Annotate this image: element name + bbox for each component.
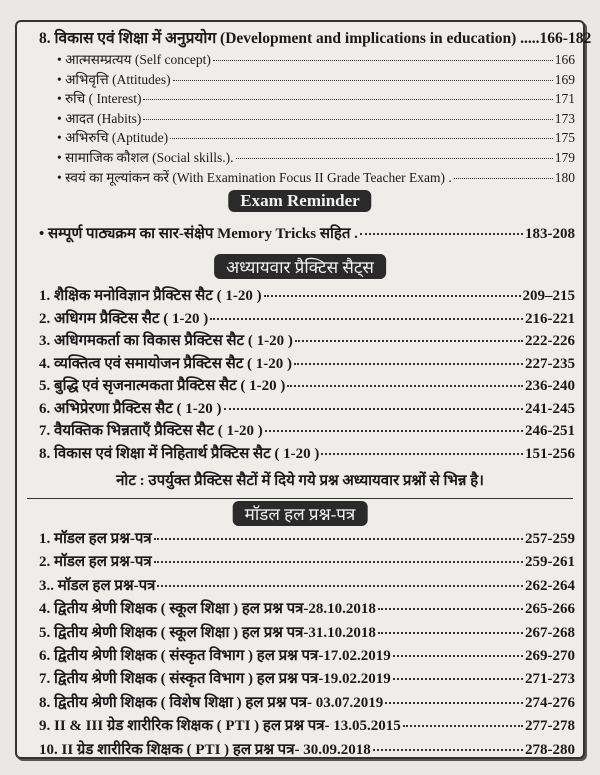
dot-leader	[403, 725, 523, 727]
dot-leader	[143, 119, 552, 120]
entry-page: 271-273	[525, 671, 575, 688]
toc-entry	[57, 89, 575, 107]
entry-title: 6. द्वितीय श्रेणी शिक्षक ( संस्कृत विभाग ) हल प्रश्न पत्र-17.02.2019	[39, 648, 391, 664]
dot-leader	[213, 60, 553, 61]
entry-page: 216-221	[525, 310, 575, 327]
memory-tricks-entry: • सम्पूर्ण पाठ्यक्रम का सार-संक्षेप Memory Tricks सहित . 183-208	[39, 226, 575, 242]
entry-title: 4. द्वितीय श्रेणी शिक्षक ( स्कूल शिक्षा ) हल प्रश्न पत्र-28.10.2018	[39, 601, 376, 618]
entry-title: 8. द्वितीय श्रेणी शिक्षक ( विशेष शिक्षा ) हल प्रश्न पत्र- 03.07.2019	[39, 694, 384, 711]
entry-page: 278-280	[525, 741, 575, 758]
toc-entry	[57, 148, 575, 166]
toc-entry	[39, 528, 575, 548]
toc-entry	[39, 443, 575, 463]
exam-reminder-heading: Exam Reminder	[228, 190, 371, 212]
dot-leader	[173, 80, 553, 81]
toc-entry	[39, 715, 575, 735]
entry-title: 9. II & III ग्रेड शारीरिक शिक्षक ( PTI ) हल प्रश्न पत्र- 13.05.2015	[39, 718, 401, 735]
model-papers-heading: मॉडल हल प्रश्न-पत्र	[233, 501, 368, 526]
toc-entry	[57, 168, 575, 186]
dot-leader	[454, 178, 553, 179]
dot-leader	[393, 655, 523, 657]
toc-entry	[39, 398, 575, 418]
dot-leader	[154, 538, 523, 540]
toc-entry	[57, 109, 575, 127]
entry-title: 8. विकास एवं शिक्षा में निहितार्थ प्रैक्टिस सैट ( 1-20 )	[39, 445, 320, 462]
toc-entry	[39, 353, 575, 373]
entry-page: 179	[554, 150, 575, 165]
entry-title: 1. शैक्षिक मनोविज्ञान प्रैक्टिस सैट ( 1-20 )	[39, 288, 262, 304]
dot-leader	[295, 340, 523, 342]
dot-leader	[287, 385, 523, 387]
entry-title: 4. व्यक्तित्व एवं समायोजन प्रैक्टिस सैट ( 1-20 )	[39, 355, 293, 372]
toc-entry	[39, 551, 575, 571]
entry-page: 259-261	[525, 554, 575, 571]
entry-page: 267-268	[525, 624, 575, 641]
practice-sets-heading: अध्यायवार प्रैक्टिस सैट्स	[214, 254, 386, 279]
entry-title: • अभिवृत्ति (Attitudes)	[57, 71, 171, 87]
dot-leader	[378, 608, 523, 610]
toc-entry	[57, 50, 575, 68]
dot-leader	[264, 295, 521, 297]
dot-leader	[393, 678, 523, 680]
contents-box	[15, 20, 592, 759]
entry-page: 262-264	[525, 577, 575, 594]
dot-leader	[170, 138, 553, 139]
entry-title: 7. वैयक्तिक भिन्नताएँ प्रैक्टिस सैट ( 1-20 )	[39, 423, 263, 439]
entry-title: 5. द्वितीय श्रेणी शिक्षक ( स्कूल शिक्षा ) हल प्रश्न पत्र-31.10.2018	[39, 624, 376, 641]
entry-title: • आत्मसम्प्रत्यय (Self concept)	[57, 52, 211, 67]
entry-title: 3. अधिगमकर्ता का विकास प्रैक्टिस सैट ( 1-20 )	[39, 333, 293, 349]
dot-leader	[378, 632, 523, 634]
dot-leader	[373, 749, 523, 751]
dot-leader	[265, 430, 523, 432]
toc-entry	[39, 330, 575, 350]
entry-title: • आदत (Habits)	[57, 110, 142, 126]
chapter-8-heading: 8. विकास एवं शिक्षा में अनुप्रयोग (Development and implications in education) ..... 166-182	[39, 30, 592, 47]
entry-page: 222-226	[525, 333, 575, 349]
toc-entry	[39, 575, 575, 595]
dot-leader	[294, 363, 523, 365]
entry-page: 246-251	[525, 423, 575, 439]
entry-page: 236-240	[525, 378, 575, 394]
entry-title: 1. मॉडल हल प्रश्न-पत्र	[39, 531, 152, 547]
toc-entry	[57, 70, 575, 88]
entry-title: 6. अभिप्रेरणा प्रैक्टिस सैट ( 1-20 )	[39, 400, 222, 417]
toc-entry	[39, 375, 575, 395]
divider	[27, 498, 573, 499]
toc-entry	[39, 598, 575, 618]
toc-entry	[57, 128, 575, 146]
dot-leader	[154, 561, 523, 563]
entry-title: • रुचि ( Interest)	[57, 91, 142, 107]
entry-page: 173	[554, 110, 575, 126]
dot-leader	[360, 233, 523, 235]
dot-leader	[157, 585, 523, 587]
practice-note: नोट : उपर्युक्त प्रैक्टिस सैटों में दिये गये प्रश्न अध्यायवार प्रश्नों से भिन्न है।	[116, 473, 484, 489]
entry-title: • सामाजिक कौशल (Social skills.).	[57, 150, 234, 165]
dot-leader	[210, 318, 523, 320]
entry-page: 169	[554, 71, 575, 87]
dot-leader	[224, 408, 523, 410]
entry-page: 277-278	[525, 718, 575, 735]
dot-leader	[143, 99, 552, 100]
entry-title: • अभिरुचि (Aptitude)	[57, 130, 169, 146]
entry-title: 2. अधिगम प्रैक्टिस सैट ( 1-20 )	[39, 310, 209, 327]
dot-leader	[236, 158, 553, 159]
toc-entry	[39, 622, 575, 642]
entry-title: 7. द्वितीय श्रेणी शिक्षक ( संस्कृत विभाग ) हल प्रश्न पत्र-19.02.2019	[39, 671, 391, 688]
entry-title: 2. मॉडल हल प्रश्न-पत्र	[39, 554, 152, 571]
entry-page: 227-235	[525, 355, 575, 372]
entry-title: 5. बुद्धि एवं सृजनात्मकता प्रैक्टिस सैट ( 1-20 )	[39, 378, 286, 394]
toc-entry	[39, 308, 575, 328]
toc-entry	[39, 285, 575, 305]
entry-page: 166	[554, 52, 575, 67]
toc-entry	[39, 420, 575, 440]
entry-page: 257-259	[525, 531, 575, 547]
entry-page: 171	[554, 91, 575, 107]
entry-page: 269-270	[525, 648, 575, 664]
entry-page: 209–215	[522, 288, 575, 304]
entry-page: 151-256	[525, 445, 575, 462]
toc-entry	[39, 739, 575, 759]
entry-title: 3.. मॉडल हल प्रश्न-पत्र	[39, 577, 156, 594]
entry-page: 265-266	[525, 601, 575, 618]
dot-leader	[385, 702, 523, 704]
toc-entry	[39, 645, 575, 665]
dot-leader	[321, 453, 523, 455]
entry-title: • स्वयं का मूल्यांकन करें (With Examination Focus II Grade Teacher Exam) .	[57, 169, 452, 185]
toc-entry	[39, 692, 575, 712]
entry-page: 274-276	[525, 694, 575, 711]
entry-title: 10. II ग्रेड शारीरिक शिक्षक ( PTI ) हल प्रश्न पत्र- 30.09.2018	[39, 741, 371, 758]
entry-page: 180	[554, 169, 575, 185]
toc-entry	[39, 668, 575, 688]
entry-page: 175	[554, 130, 575, 146]
entry-page: 241-245	[525, 400, 575, 417]
